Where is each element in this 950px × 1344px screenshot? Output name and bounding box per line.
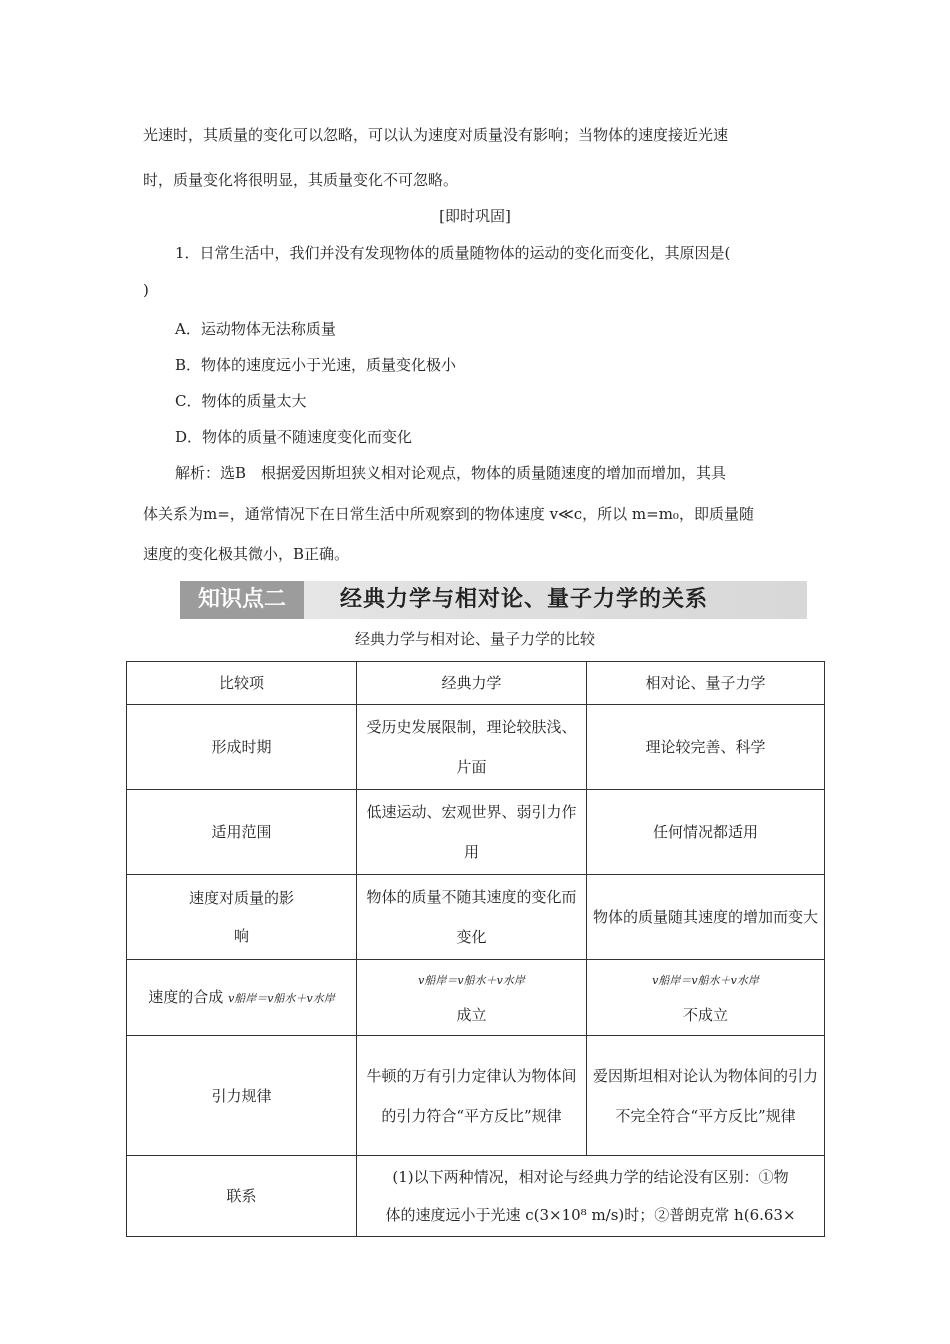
header-relativity: 相对论、量子力学 <box>587 662 825 705</box>
analysis-line-1: 解析：选B 根据爱因斯坦狭义相对论观点，物体的质量随速度的增加而增加，其具 <box>175 464 727 482</box>
analysis-line-2: 体关系为m=，通常情况下在日常生活中所观察到的物体速度 v≪c，所以 m=m₀，即质量随 <box>143 505 754 523</box>
row-item: 联系 <box>127 1156 357 1237</box>
link-text <box>357 1156 825 1237</box>
option-a: A．运动物体无法称质量 <box>175 320 336 338</box>
classical-formula: v船岸＝v船水＋v水岸 <box>418 973 525 987</box>
velocity-addition-label: 速度的合成 <box>148 987 224 1006</box>
section-tag: [即时巩固] <box>439 207 511 225</box>
row-item: 形成时期 <box>127 705 357 790</box>
link-text-line-1: (1)以下两种情况，相对论与经典力学的结论没有区别：①物 <box>392 1168 789 1186</box>
velocity-formula: v船岸＝v船水＋v水岸 <box>228 991 335 1005</box>
table-row-link <box>127 1156 825 1237</box>
table-header-row <box>127 662 825 705</box>
intro-line-1: 光速时，其质量的变化可以忽略，可以认为速度对质量没有影响；当物体的速度接近光速 <box>143 126 729 144</box>
row-relativity: 任何情况都适用 <box>587 790 825 875</box>
row-classical: 物体的质量不随其速度的变化而变化 <box>357 875 587 960</box>
row-item <box>127 960 357 1036</box>
question-stem: 1．日常生活中，我们并没有发现物体的质量随物体的运动的变化而变化，其原因是( <box>175 244 731 262</box>
header-item: 比较项 <box>127 662 357 705</box>
banner-title: 经典力学与相对论、量子力学的关系 <box>340 587 709 612</box>
table-row <box>127 960 825 1036</box>
row-relativity: 理论较完善、科学 <box>587 705 825 790</box>
comparison-table <box>126 661 825 1237</box>
question-stem-end: ) <box>143 281 149 299</box>
header-classical: 经典力学 <box>357 662 587 705</box>
row-item: 速度对质量的影响 <box>127 875 357 960</box>
row-item: 适用范围 <box>127 790 357 875</box>
row-item: 引力规律 <box>127 1036 357 1156</box>
knowledge-point-banner <box>180 581 807 619</box>
classical-verdict: 成立 <box>456 1005 487 1024</box>
option-b: B．物体的速度远小于光速，质量变化极小 <box>175 356 457 374</box>
intro-line-2: 时，质量变化将很明显，其质量变化不可忽略。 <box>143 171 459 189</box>
table-row <box>127 705 825 790</box>
row-classical: 受历史发展限制，理论较肤浅、片面 <box>357 705 587 790</box>
table-row <box>127 1036 825 1156</box>
analysis-line-3: 速度的变化极其微小，B正确。 <box>143 545 350 563</box>
relativity-verdict: 不成立 <box>682 1005 728 1024</box>
option-c: C．物体的质量太大 <box>175 392 307 410</box>
link-text-line-2: 体的速度远小于光速 c(3×10⁸ m/s)时；②普朗克常 h(6.63× <box>385 1206 796 1224</box>
row-classical <box>357 960 587 1036</box>
table-caption: 经典力学与相对论、量子力学的比较 <box>354 630 595 648</box>
row-classical: 低速运动、宏观世界、弱引力作用 <box>357 790 587 875</box>
row-relativity: 物体的质量随其速度的增加而变大 <box>587 875 825 960</box>
option-d: D．物体的质量不随速度变化而变化 <box>175 428 413 446</box>
row-relativity <box>587 960 825 1036</box>
banner-label: 知识点二 <box>180 581 304 619</box>
row-relativity: 爱因斯坦相对论认为物体间的引力不完全符合“平方反比”规律 <box>587 1036 825 1156</box>
row-classical: 牛顿的万有引力定律认为物体间的引力符合“平方反比”规律 <box>357 1036 587 1156</box>
table-row <box>127 790 825 875</box>
relativity-formula: v船岸＝v船水＋v水岸 <box>652 973 759 987</box>
table-row <box>127 875 825 960</box>
